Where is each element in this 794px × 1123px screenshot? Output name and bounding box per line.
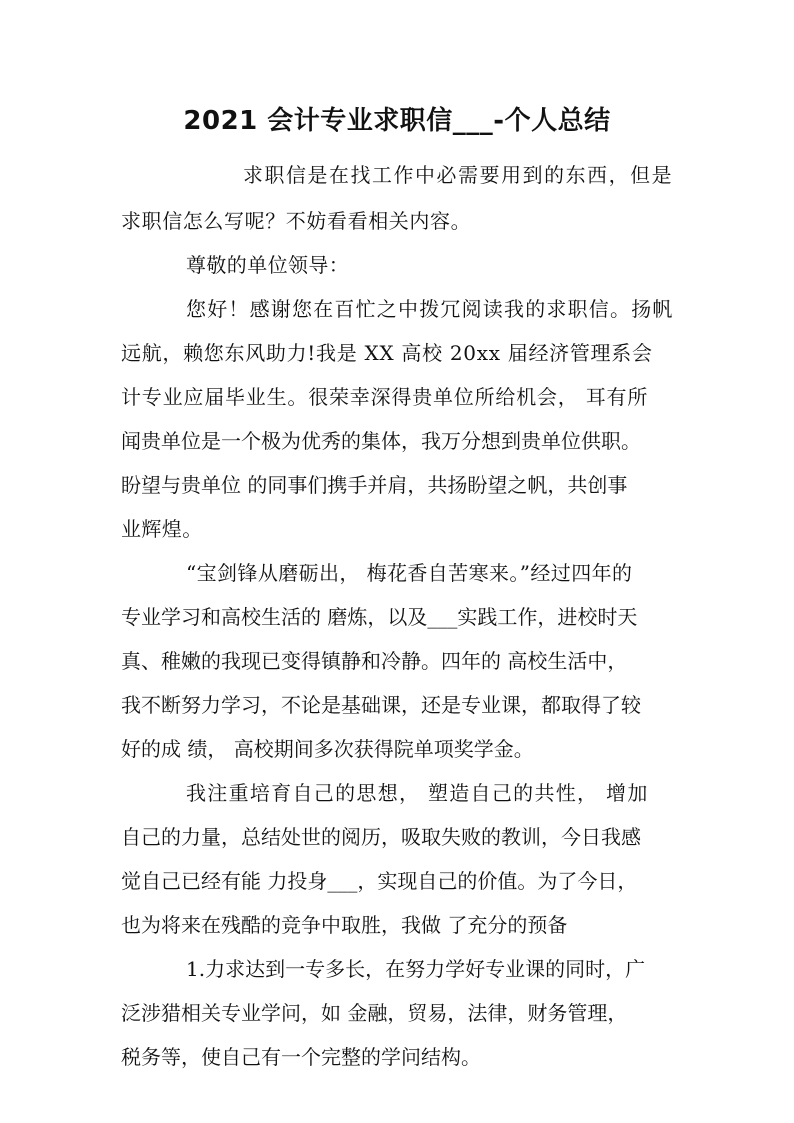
paragraph-line: 闻贵单位是一个极为优秀的集体，我万分想到贵单位供职。: [121, 429, 641, 453]
paragraph-line: 尊敬的单位领导：: [186, 253, 350, 277]
paragraph-line: 好的成 绩， 高校期间多次获得院单项奖学金。: [121, 737, 534, 761]
paragraph-line: 您好！感谢您在百忙之中拨冗阅读我的求职信。扬帆: [186, 297, 674, 321]
paragraph-line: 盼望与贵单位 的同事们携手并肩，共扬盼望之帆，共创事: [121, 473, 628, 497]
paragraph-line: 真、稚嫩的我现已变得镇静和冷静。四年的 高校生活中，: [121, 649, 628, 673]
paragraph-line: 业辉煌。: [121, 517, 203, 541]
paragraph-line: 计专业应届毕业生。很荣幸深得贵单位所给机会， 耳有所: [121, 385, 649, 409]
paragraph-line: 我注重培育自己的思想， 塑造自己的共性， 增加: [186, 781, 649, 805]
paragraph-line: 自己的力量，总结处世的阅历，吸取失败的教训，今日我感: [121, 825, 641, 849]
paragraph-line: 泛涉猎相关专业学问，如 金融，贸易，法律，财务管理，: [121, 1001, 628, 1025]
paragraph-line: 远航，赖您东风助力!我是 XX 高校 20xx 届经济管理系会: [121, 341, 653, 365]
paragraph-line: 觉自己已经有能 力投身___，实现自己的价值。为了今日，: [121, 869, 638, 893]
document-title: 2021 会计专业求职信___-个人总结: [183, 106, 611, 136]
paragraph-line: 也为将来在残酷的竞争中取胜，我做 了充分的预备: [121, 913, 568, 937]
paragraph-line: 1.力求达到一专多长，在努力学好专业课的同时，广: [186, 957, 646, 981]
paragraph-line: “宝剑锋从磨砺出， 梅花香自苦寒来。”经过四年的: [186, 561, 633, 585]
paragraph-line: 求职信是在找工作中必需要用到的东西，但是: [243, 164, 674, 187]
paragraph-line: 求职信怎么写呢？不妨看看相关内容。: [121, 209, 472, 233]
paragraph-line: 税务等，使自己有一个完整的学问结构。: [121, 1045, 481, 1069]
paragraph-line: 专业学习和高校生活的 磨炼，以及___实践工作，进校时天: [121, 605, 638, 629]
paragraph-line: 我不断努力学习，不论是基础课，还是专业课，都取得了较: [121, 693, 641, 717]
